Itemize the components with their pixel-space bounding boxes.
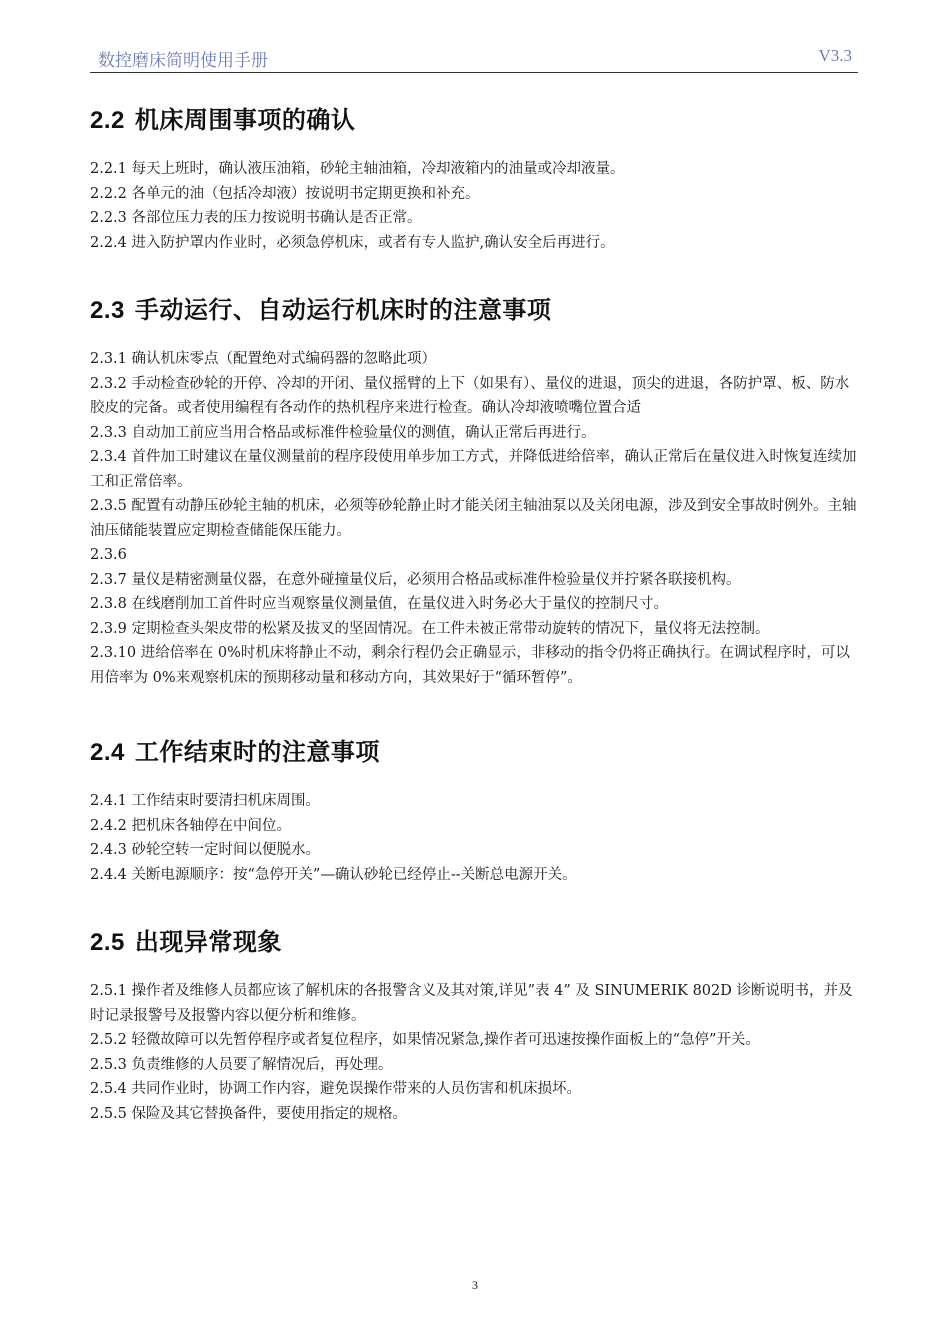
document-title: 数控磨床简明使用手册 bbox=[98, 51, 268, 71]
document-version: V3.3 bbox=[818, 46, 852, 65]
list-item: 2.2.1 每天上班时，确认液压油箱，砂轮主轴油箱，冷却液箱内的油量或冷却液量。 bbox=[90, 161, 625, 177]
list-item: 2.2.4 进入防护罩内作业时，必须急停机床，或者有专人监护,确认安全后再进行。 bbox=[90, 234, 615, 251]
list-item: 2.5.1 操作者及维修人员都应该了解机床的各报警含义及其对策,详见”表 4” 及 SINUMERIK 802D 诊断说明书，并及时记录报警号及报警内容以便分析和维修。 bbox=[90, 983, 853, 1024]
list-item: 2.4.3 砂轮空转一定时间以便脱水。 bbox=[90, 842, 321, 858]
section-number: 2.2 bbox=[90, 107, 125, 134]
list-item: 2.3.8 在线磨削加工首件时应当观察量仪测量值，在量仪进入时务必大于量仪的控制尺寸。 bbox=[90, 596, 668, 612]
section-2-5 bbox=[90, 922, 860, 1126]
list-item: 2.3.1 确认机床零点（配置绝对式编码器的忽略此项） bbox=[90, 351, 437, 367]
list-item: 2.3.3 自动加工前应当用合格品或标准件检验量仪的测值，确认正常后再进行。 bbox=[90, 424, 596, 441]
section-2-2 bbox=[90, 100, 860, 255]
section-heading bbox=[90, 100, 860, 135]
section-2-4 bbox=[90, 732, 860, 887]
page-number: 3 bbox=[472, 1278, 478, 1292]
list-item: 2.4.2 把机床各轴停在中间位。 bbox=[90, 817, 292, 834]
list-item: 2.2.2 各单元的油（包括冷却液）按说明书定期更换和补充。 bbox=[90, 185, 480, 202]
section-title: 工作结束时的注意事项 bbox=[134, 738, 380, 766]
list-item: 2.3.4 首件加工时建议在量仪测量前的程序段使用单步加工方式，并降低进给倍率，确认正常后在量仪进入时恢复连续加工和正常倍率。 bbox=[90, 449, 857, 490]
section-2-3 bbox=[90, 290, 860, 690]
list-item: 2.3.2 手动检查砂轮的开停、冷却的开闭、量仪摇臂的上下（如果有）、量仪的进退，顶尖的进退，各防护罩、板、防水胶皮的完备。或者使用编程有各动作的热机程序来进行检查。确认冷却液喷嘴位置合适 bbox=[90, 375, 850, 416]
list-item: 2.5.4 共同作业时，协调工作内容，避免误操作带来的人员伤害和机床损坏。 bbox=[90, 1081, 582, 1097]
list-item: 2.5.2 轻微故障可以先暂停程序或者复位程序，如果情况紧急,操作者可迅速按操作面板上的“急停”开关。 bbox=[90, 1032, 760, 1048]
list-item: 2.3.10 进给倍率在 0%时机床将静止不动，剩余行程仍会正确显示，非移动的指令仍将正确执行。在调试程序时，可以用倍率为 0%来观察机床的预期移动量和移动方向，其效果好于“循环暂停”。 bbox=[90, 645, 850, 686]
list-item: 2.3.9 定期检查头架皮带的松紧及拔叉的坚固情况。在工件未被正常带动旋转的情况下，量仪将无法控制。 bbox=[90, 620, 770, 637]
list-item: 2.3.7 量仪是精密测量仪器，在意外碰撞量仪后，必须用合格品或标准件检验量仪并拧紧各联接机构。 bbox=[90, 571, 741, 588]
section-heading bbox=[90, 922, 860, 957]
section-items bbox=[90, 347, 860, 690]
section-title: 手动运行、自动运行机床时的注意事项 bbox=[134, 296, 552, 324]
section-number: 2.5 bbox=[90, 929, 125, 956]
section-items bbox=[90, 979, 860, 1126]
list-item: 2.4.4 关断电源顺序：按“急停开关”—确认砂轮已经停止--关断总电源开关。 bbox=[90, 866, 577, 883]
page-header bbox=[90, 44, 858, 73]
section-heading bbox=[90, 732, 860, 767]
section-number: 2.3 bbox=[90, 297, 125, 324]
list-item: 2.3.6 bbox=[90, 547, 127, 563]
list-item: 2.5.3 负责维修的人员要了解情况后，再处理。 bbox=[90, 1056, 393, 1073]
section-number: 2.4 bbox=[90, 739, 125, 766]
section-items bbox=[90, 789, 860, 887]
list-item: 2.3.5 配置有动静压砂轮主轴的机床，必须等砂轮静止时才能关闭主轴油泵以及关闭电源，涉及到安全事故时例外。主轴油压储能装置应定期检查储能保压能力。 bbox=[90, 498, 857, 539]
list-item: 2.5.5 保险及其它替换备件，要使用指定的规格。 bbox=[90, 1105, 408, 1122]
section-heading bbox=[90, 290, 860, 325]
list-item: 2.2.3 各部位压力表的压力按说明书确认是否正常。 bbox=[90, 210, 422, 226]
list-item: 2.4.1 工作结束时要清扫机床周围。 bbox=[90, 793, 321, 809]
section-title: 出现异常现象 bbox=[134, 928, 282, 956]
section-title: 机床周围事项的确认 bbox=[134, 106, 356, 134]
section-items bbox=[90, 157, 860, 255]
